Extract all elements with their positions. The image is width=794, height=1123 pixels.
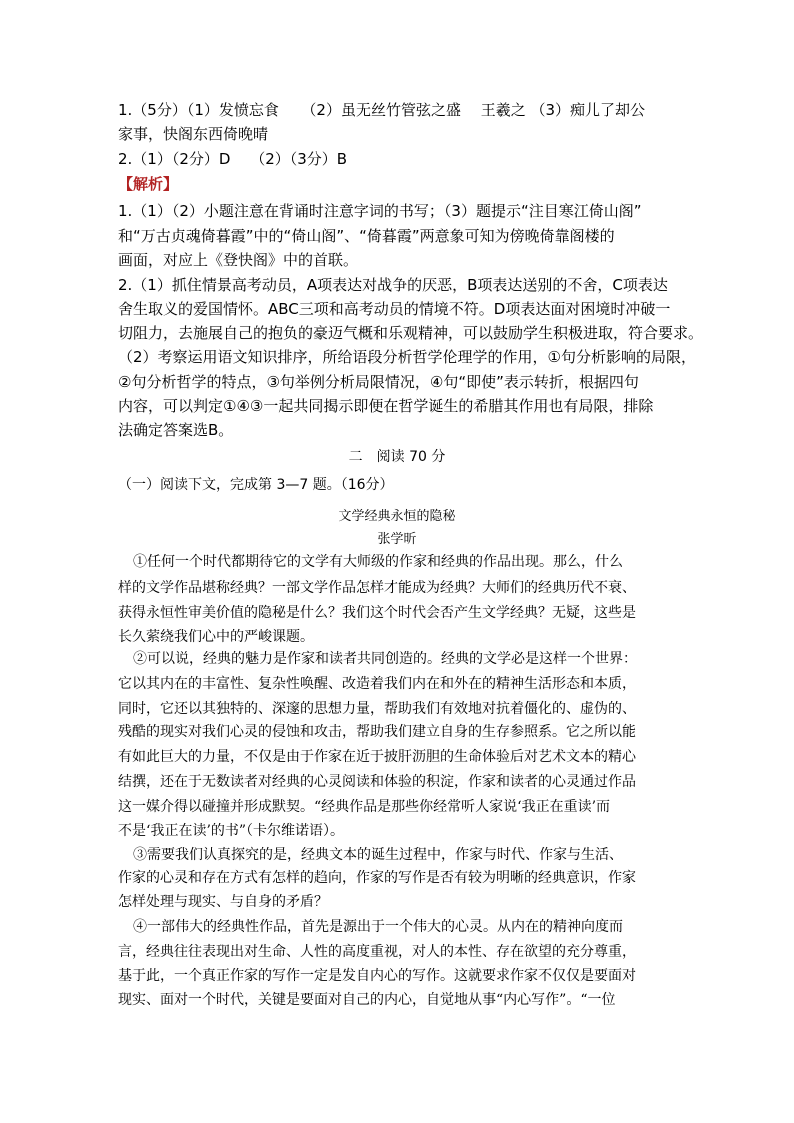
- article-line: 有如此巨大的力量，不仅是由于作家在近于披肝沥胆的生命体验后对艺术文本的精心: [118, 749, 636, 765]
- analysis-line: 1.（1）（2）小题注意在背诵时注意字词的书写；（3）题提示“注目寒江倚山阁”: [118, 202, 642, 220]
- article-author: 张学昕: [377, 532, 417, 547]
- analysis-line: 和“万古贞魂倚暮霞”中的“倚山阁”、“倚暮霞”两意象可知为傍晚倚靠阁楼的: [118, 227, 615, 245]
- analysis-line: 内容，可以判定①④③一起共同揭示即便在哲学诞生的希腊其作用也有局限，排除: [118, 397, 654, 415]
- article-line: 它以其内在的丰富性、复杂性唤醒、改造着我们内在和外在的精神生活形态和本质，: [118, 676, 636, 692]
- analysis-line: 2.（1）抓住情景高考动员，A项表达对战争的厌恶，B项表达送别的不舍，C项表达: [118, 276, 668, 294]
- article-line: 长久萦绕我们心中的严峻课题。: [118, 629, 314, 645]
- article-line: 获得永恒性审美价值的隐秘是什么？我们这个时代会否产生文学经典？无疑，这些是: [118, 605, 636, 621]
- article-line: 样的文学作品堪称经典？一部文学作品怎样才能成为经典？大师们的经典历代不衰、: [118, 580, 636, 596]
- article-line: 残酷的现实对我们心灵的侵蚀和攻击，帮助我们建立自身的生存参照系。它之所以能: [118, 724, 636, 740]
- article-line: ①任何一个时代都期待它的文学有大师级的作家和经典的作品出现。那么，什么: [133, 554, 623, 570]
- analysis-line: 法确定答案选B。: [118, 421, 234, 439]
- article-line: ②可以说，经典的魅力是作家和读者共同创造的。经典的文学必是这样一个世界：: [133, 651, 637, 667]
- article-line: 结撰，还在于无数读者对经典的心灵阅读和体验的积淀，作家和读者的心灵通过作品: [118, 774, 636, 790]
- section-instruction: （一）阅读下文，完成第 3—7 题。（16分）: [118, 477, 394, 493]
- analysis-line: 画面，对应上《登快阁》中的首联。: [118, 251, 359, 269]
- answer-q1-line2: 家事，快阁东西倚晚晴: [118, 125, 269, 143]
- article-line: 不是‘我正在读’的书”（卡尔维诺语）。: [118, 823, 345, 839]
- analysis-line: 舍生取义的爱国情怀。ABC三项和高考动员的情境不符。D项表达面对困境时冲破一: [118, 300, 671, 318]
- article-line: 这一媒介得以碰撞并形成默契。“经典作品是那些你经常听人家说‘我正在重读’而: [118, 799, 611, 815]
- article-line: ③需要我们认真探究的是，经典文本的诞生过程中，作家与时代、作家与生活、: [133, 847, 623, 863]
- analysis-line: ②句分析哲学的特点，③句举例分析局限情况，④句“即使”表示转折，根据四句: [118, 373, 639, 391]
- article-line: 言，经典往往表现出对生命、人性的高度重视，对人的本性、存在欲望的充分尊重，: [118, 944, 636, 960]
- article-line: 怎样处理与现实、与自身的矛盾？: [118, 894, 328, 910]
- article-line: 同时，它还以其独特的、深邃的思想力量，帮助我们有效地对抗着僵化的、虚伪的、: [118, 701, 636, 717]
- answer-q2-line: 2.（1）（2分）D （2）（3分）B: [118, 150, 348, 168]
- article-title: 文学经典永恒的隐秘: [338, 509, 456, 524]
- article-line: 现实、面对一个时代，关键是要面对自己的内心，自觉地从事“内心写作”。“一位: [118, 992, 616, 1008]
- analysis-line: （2）考察运用语文知识排序，所给语段分析哲学伦理学的作用，①句分析影响的局限，: [118, 348, 696, 366]
- article-line: ④一部伟大的经典性作品，首先是源出于一个伟大的心灵。从内在的精神向度而: [133, 919, 623, 935]
- analysis-heading: 【解析】: [118, 175, 179, 193]
- answer-q1-line1: 1.（5分）（1）发愤忘食 （2）虽无丝竹管弦之盛 王羲之 （3）痴儿了却公: [118, 101, 646, 119]
- analysis-line: 切阻力，去施展自己的抱负的豪迈气概和乐观精神，可以鼓励学生积极进取，符合要求。: [118, 324, 704, 342]
- article-line: 基于此，一个真正作家的写作一定是发自内心的写作。这就要求作家不仅仅是要面对: [118, 968, 636, 984]
- section-title: 二 阅读 70 分: [348, 449, 446, 465]
- article-line: 作家的心灵和存在方式有怎样的趋向，作家的写作是否有较为明晰的经典意识，作家: [118, 870, 636, 886]
